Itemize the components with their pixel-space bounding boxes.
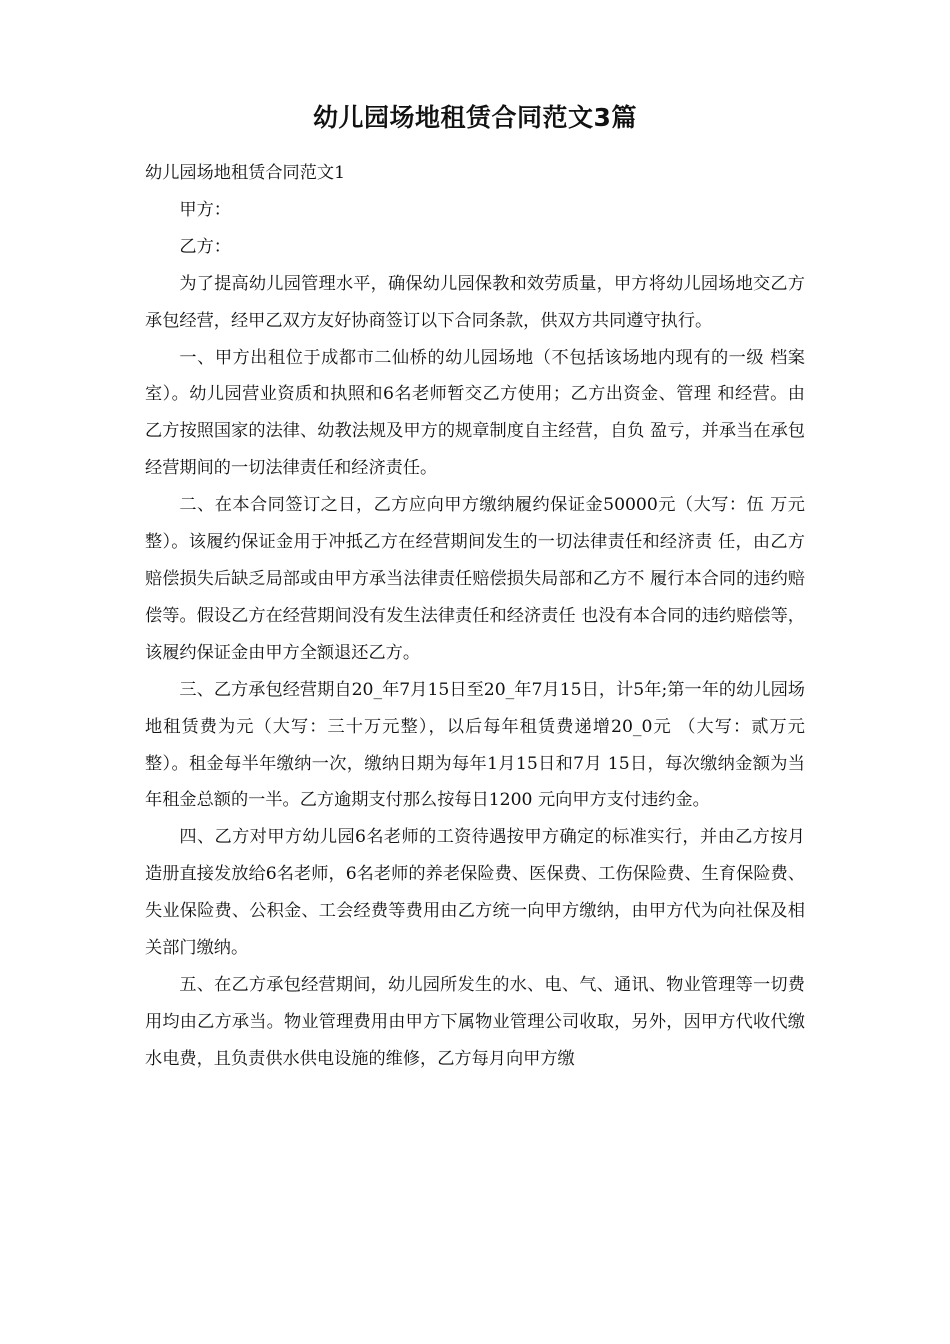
section-heading: 幼儿园场地租赁合同范文1 [145,163,345,183]
document-title: 幼儿园场地租赁合同范文3篇 [313,103,637,132]
party-a-line: 甲方： [179,199,231,220]
clause-1-paragraph: 一、甲方出租位于成都市二仙桥的幼儿园场地（不包括该场地内现有的一级 档案室）。幼儿园营业资质和执照和6名老师暂交乙方使用；乙方出资金、管理 和经营。由乙方按照国家的法律、幼教法规及甲方的规章制度自主经营，自负 盈亏，并承当在承包经营期间的一切法律责任和经济责任。 [145,347,805,479]
clause-3-paragraph: 三、乙方承包经营期自20_年7月15日至20_年7月15日，计5年;第一年的幼儿园场地租赁费为元（大写：三十万元整），以后每年租赁费递增20_0元 （大写：贰万元整）。租金每半年缴纳一次，缴纳日期为每年1月15日和7月 15日，每次缴纳金额为当年租金总额的一半。乙方逾期支付那么按每日1200 元向甲方支付违约金。 [145,679,805,811]
document-body [145,155,805,1078]
clause-2-paragraph: 二、在本合同签订之日，乙方应向甲方缴纳履约保证金50000元（大写：伍 万元整）。该履约保证金用于冲抵乙方在经营期间发生的一切法律责任和经济责 任，由乙方赔偿损失后缺乏局部或由甲方承当法律责任赔偿损失局部和乙方不 履行本合同的违约赔偿等。假设乙方在经营期间没有发生法律责任和经济责任 也没有本合同的违约赔偿等，该履约保证金由甲方全额退还乙方。 [145,495,805,663]
preamble-paragraph: 为了提高幼儿园管理水平，确保幼儿园保教和效劳质量，甲方将幼儿园场地交乙方承包经营，经甲乙双方友好协商签订以下合同条款，供双方共同遵守执行。 [145,273,805,331]
clause-5-paragraph: 五、在乙方承包经营期间，幼儿园所发生的水、电、气、通讯、物业管理等一切费用均由乙方承当。物业管理费用由甲方下属物业管理公司收取，另外，因甲方代收代缴水电费，且负责供水供电设施的维修，乙方每月向甲方缴 [145,974,805,1069]
clause-4-paragraph: 四、乙方对甲方幼儿园6名老师的工资待遇按甲方确定的标准实行，并由乙方按月造册直接发放给6名老师，6名老师的养老保险费、医保费、工伤保险费、生育保险费、失业保险费、公积金、工会经费等费用由乙方统一向甲方缴纳，由甲方代为向社保及相关部门缴纳。 [145,827,805,959]
party-b-line: 乙方： [179,236,231,257]
